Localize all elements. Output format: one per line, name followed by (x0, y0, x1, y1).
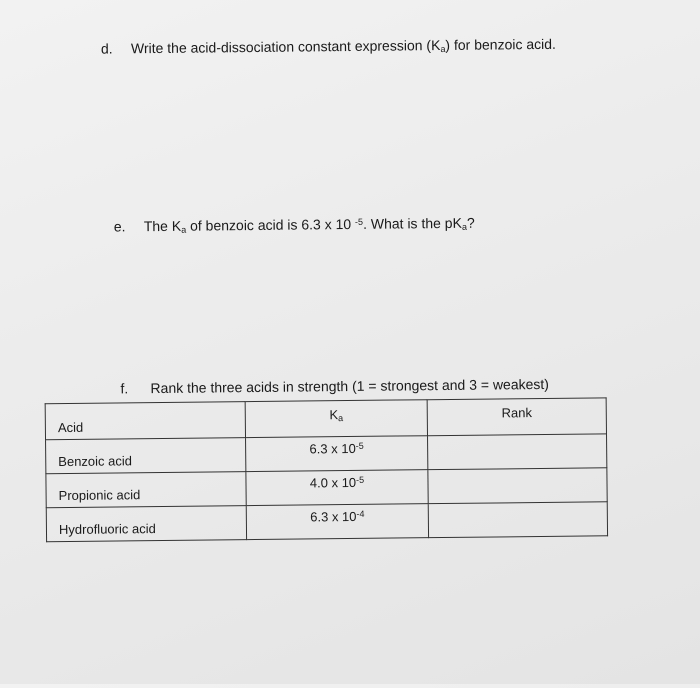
question-text: ) for benzoic acid. (445, 35, 556, 53)
ka-value (246, 436, 428, 472)
question-d (101, 36, 556, 58)
superscript: -5 (354, 216, 364, 227)
ka-base: 4.0 x 10 (309, 474, 357, 491)
table-header-row (45, 398, 606, 440)
ka-exponent: -4 (356, 508, 365, 519)
acid-name: Hydrofluoric acid (46, 506, 246, 542)
ka-base: 6.3 x 10 (310, 508, 357, 525)
header-ka-text: K (329, 407, 339, 423)
rank-cell[interactable] (428, 468, 607, 504)
ka-value (246, 470, 428, 506)
header-ka (245, 400, 427, 438)
question-e (114, 215, 475, 236)
subscript: a (181, 224, 187, 235)
acid-name: Benzoic acid (46, 438, 246, 474)
rank-cell[interactable] (428, 434, 607, 470)
question-text: Rank the three acids in strength (1 = strongest and 3 = weakest) (150, 375, 550, 397)
subscript: a (461, 221, 467, 232)
question-label: e. (113, 218, 126, 235)
ka-exponent: -5 (355, 440, 364, 451)
ka-value (246, 504, 428, 540)
header-acid: Acid (45, 402, 245, 440)
question-text: . What is the pK (362, 214, 462, 232)
rank-cell[interactable] (428, 502, 607, 538)
acid-table (45, 397, 608, 542)
question-label: d. (100, 40, 113, 57)
ka-base: 6.3 x 10 (309, 440, 356, 457)
table-row (46, 502, 607, 542)
acid-name: Propionic acid (46, 472, 246, 508)
question-f (120, 376, 549, 396)
ka-exponent: -5 (356, 474, 365, 485)
subscript: a (338, 413, 344, 424)
question-text: The K (143, 217, 182, 235)
header-rank: Rank (427, 398, 606, 436)
subscript: a (440, 43, 446, 55)
question-text: of benzoic acid is 6.3 x 10 (186, 215, 356, 234)
question-text: ? (466, 214, 475, 231)
question-label: f. (120, 380, 129, 397)
question-text: Write the acid-dissociation constant expression (K (130, 37, 441, 57)
